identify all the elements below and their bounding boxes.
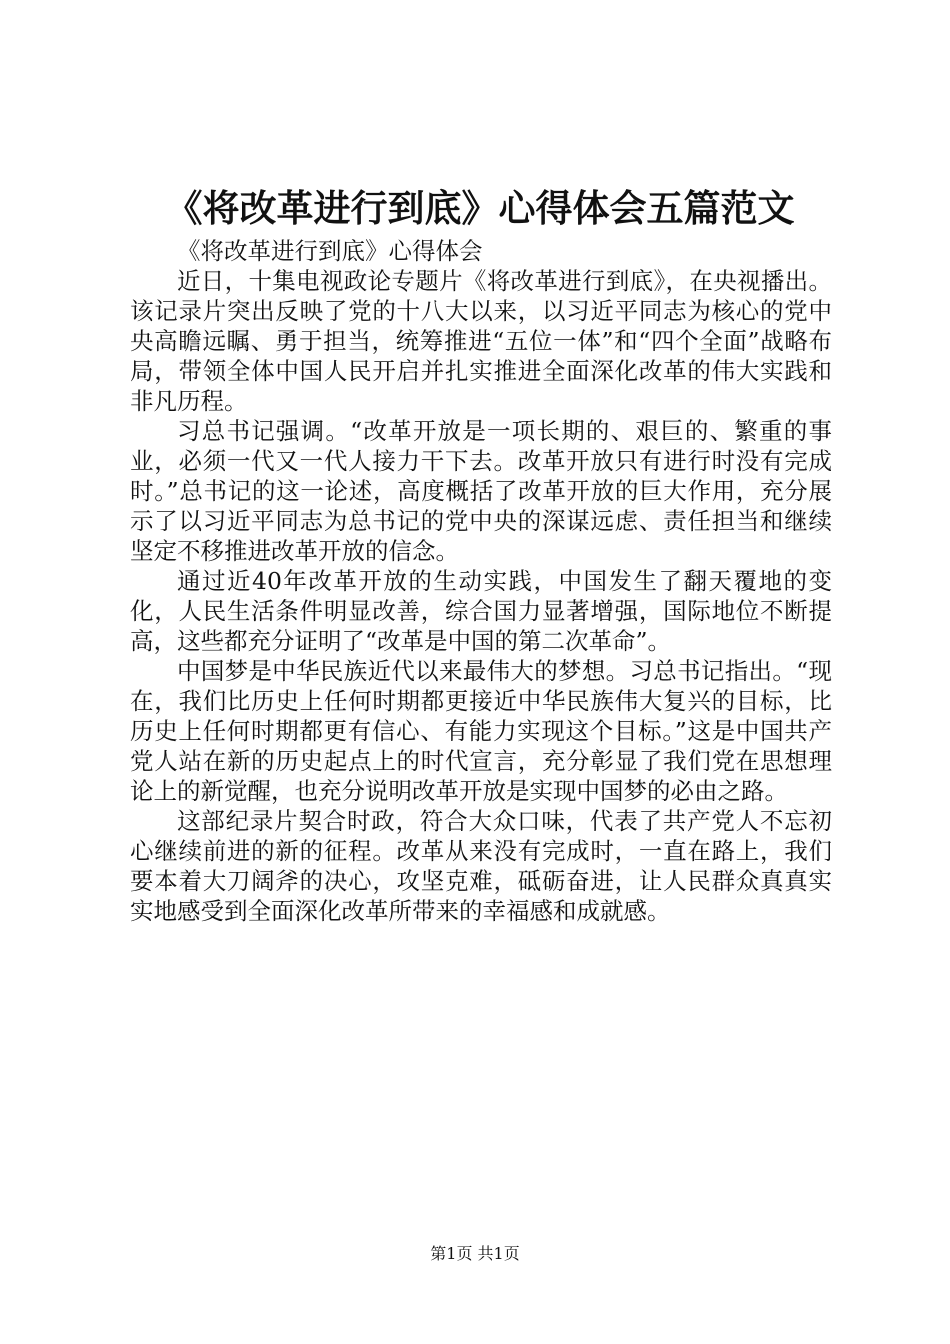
document-body — [130, 236, 832, 926]
document-subtitle: 《将改革进行到底》心得体会 — [177, 237, 483, 265]
paragraph-3: 通过近40年改革开放的生动实践，中国发生了翻天覆地的变化，人民生活条件明显改善，综合国力显著增强，国际地位不断提高，这些都充分证明了“改革是中国的第二次革命”。 — [130, 567, 832, 655]
paragraph-5: 这部纪录片契合时政，符合大众口味，代表了共产党人不忘初心继续前进的新的征程。改革从来没有完成时，一直在路上，我们要本着大刀阔斧的决心，攻坚克难，砥砺奋进，让人民群众真真实实地感受到全面深化改革所带来的幸福感和成就感。 — [130, 807, 832, 925]
paragraph-2: 习总书记强调。“改革开放是一项长期的、艰巨的、繁重的事业，必须一代又一代人接力干下去。改革开放只有进行时没有完成时。”总书记的这一论述，高度概括了改革开放的巨大作用，充分展示了以习近平同志为总书记的党中央的深谋远虑、责任担当和继续坚定不移推进改革开放的信念。 — [130, 417, 832, 565]
paragraph-1: 近日，十集电视政论专题片《将改革进行到底》，在央视播出。该记录片突出反映了党的十八大以来，以习近平同志为核心的党中央高瞻远瞩、勇于担当，统筹推进“五位一体”和“四个全面”战略布局，带领全体中国人民开启并扎实推进全面深化改革的伟大实践和非凡历程。 — [130, 267, 832, 415]
document-title: 《将改革进行到底》心得体会五篇范文 — [165, 186, 795, 230]
page-number-footer: 第1页 共1页 — [430, 1244, 520, 1263]
paragraph-4: 中国梦是中华民族近代以来最伟大的梦想。习总书记指出。“现在，我们比历史上任何时期都更接近中华民族伟大复兴的目标，比历史上任何时期都更有信心、有能力实现这个目标。”这是中国共产党人站在新的历史起点上的时代宣言，充分彰显了我们党在思想理论上的新觉醒，也充分说明改革开放是实现中国梦的必由之路。 — [130, 657, 832, 805]
